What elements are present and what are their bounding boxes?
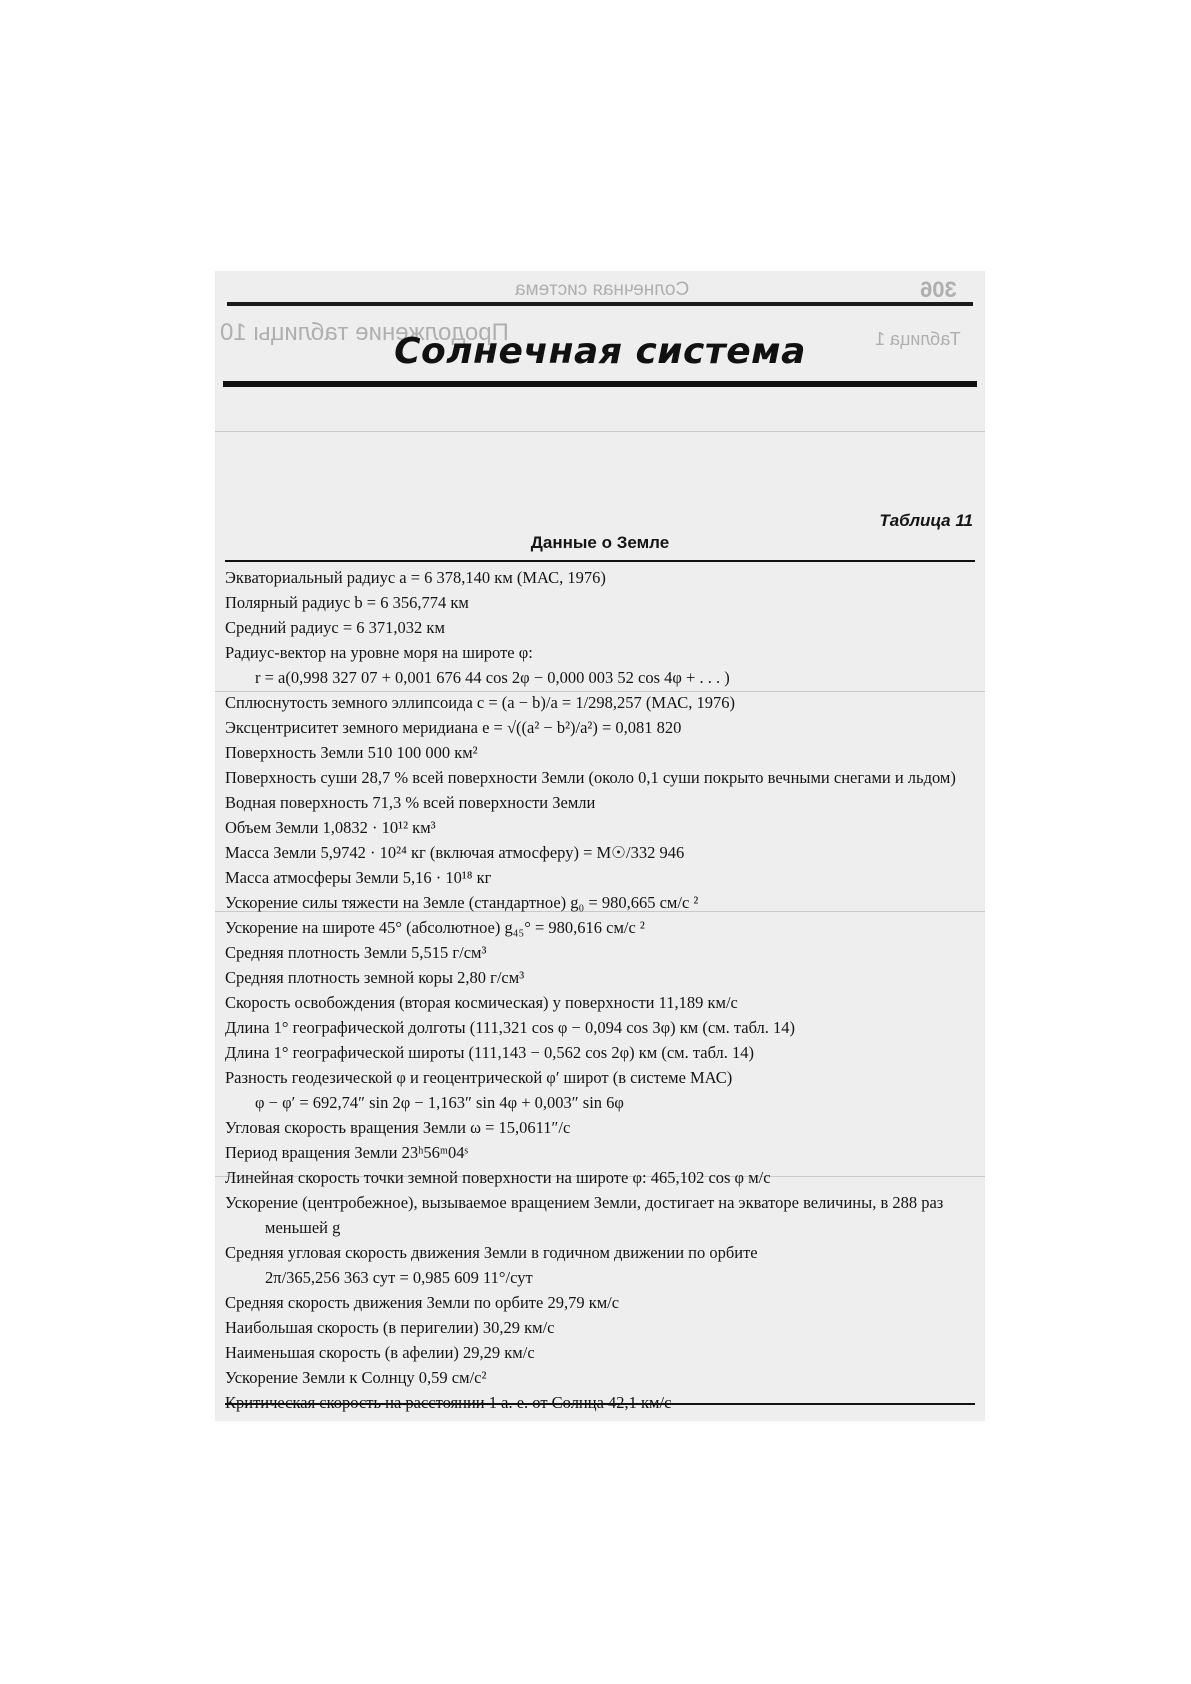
- table-row: Скорость освобождения (вторая космическая) у поверхности 11,189 км/с: [225, 993, 738, 1012]
- table-row: Поверхность суши 28,7 % всей поверхности Земли (около 0,1 суши покрыто вечными снегами и льдом): [225, 768, 956, 787]
- table-row-formula: φ − φ′ = 692,74″ sin 2φ − 1,163″ sin 4φ + 0,003″ sin 6φ: [255, 1093, 624, 1112]
- section-rule: [223, 381, 977, 387]
- table-row: Водная поверхность 71,3 % всей поверхности Земли: [225, 793, 596, 812]
- earth-data-list: [225, 565, 965, 1415]
- header-rule: [227, 302, 973, 306]
- table-row: Полярный радиус b = 6 356,774 км: [225, 593, 469, 612]
- table-row: Радиус-вектор на уровне моря на широте φ:: [225, 643, 533, 662]
- table-row: Разность геодезической φ и геоцентрической φ′ широт (в системе МАС): [225, 1068, 733, 1087]
- table-row: Угловая скорость вращения Земли ω = 15,0611″/с: [225, 1118, 571, 1137]
- table-row: Средняя плотность земной коры 2,80 г/см³: [225, 968, 525, 987]
- table-row: Ускорение Земли к Солнцу 0,59 см/с²: [225, 1368, 487, 1387]
- bleed-through-page-number: 306: [920, 277, 957, 302]
- table-top-rule: [225, 560, 975, 562]
- table-bottom-rule: [225, 1403, 975, 1405]
- table-row: Ускорение на широте 45° (абсолютное) g₄₅° = 980,616 см/с ²: [225, 918, 645, 937]
- bleed-through-line: [215, 431, 985, 432]
- book-page: [215, 271, 985, 1421]
- table-row: Период вращения Земли 23ʰ56ᵐ04ˢ: [225, 1143, 468, 1162]
- table-row-formula: 2π/365,256 363 сут = 0,985 609 11°/сут: [265, 1268, 533, 1287]
- table-row: Объем Земли 1,0832 · 10¹² км³: [225, 818, 436, 837]
- table-row: Ускорение силы тяжести на Земле (стандартное) g₀ = 980,665 см/с ²: [225, 893, 699, 912]
- bleed-through-continuation: Продолжение таблицы 10: [220, 319, 509, 346]
- section-title: Солнечная система: [394, 331, 806, 372]
- table-row: Длина 1° географической широты (111,143 − 0,562 cos 2φ) км (см. табл. 14): [225, 1043, 755, 1062]
- table-row: Масса атмосферы Земли 5,16 · 10¹⁸ кг: [225, 868, 492, 887]
- table-row: Средний радиус = 6 371,032 км: [225, 618, 445, 637]
- table-title: Данные о Земле: [530, 533, 670, 552]
- bleed-through-table-label: Таблица 1: [875, 329, 961, 349]
- table-number: Таблица 11: [879, 511, 973, 530]
- table-row: Линейная скорость точки земной поверхности на широте φ: 465,102 cos φ м/с: [225, 1168, 771, 1187]
- table-row: Экваториальный радиус a = 6 378,140 км (МАС, 1976): [225, 568, 606, 587]
- table-row: Средняя угловая скорость движения Земли в годичном движении по орбите: [225, 1243, 758, 1262]
- table-row: Ускорение (центробежное), вызываемое вращением Земли, достигает на экваторе величины, в 288 раз меньшей g: [225, 1193, 944, 1237]
- table-row: Эксцентриситет земного меридиана e = √((a² − b²)/a²) = 0,081 820: [225, 718, 682, 737]
- bleed-through-header: Солнечная система: [515, 279, 690, 300]
- table-row: Наименьшая скорость (в афелии) 29,29 км/с: [225, 1343, 535, 1362]
- table-row: Наибольшая скорость (в перигелии) 30,29 км/с: [225, 1318, 555, 1337]
- table-row: Поверхность Земли 510 100 000 км²: [225, 743, 478, 762]
- table-row-formula: r = a(0,998 327 07 + 0,001 676 44 cos 2φ − 0,000 003 52 cos 4φ + . . . ): [255, 668, 730, 687]
- table-row: Средняя скорость движения Земли по орбите 29,79 км/с: [225, 1293, 620, 1312]
- table-row: Сплюснутость земного эллипсоида c = (a − b)/a = 1/298,257 (МАС, 1976): [225, 693, 735, 712]
- table-row: Средняя плотность Земли 5,515 г/см³: [225, 943, 487, 962]
- table-row: Масса Земли 5,9742 · 10²⁴ кг (включая атмосферу) = M☉/332 946: [225, 843, 685, 862]
- table-row: Длина 1° географической долготы (111,321 cos φ − 0,094 cos 3φ) км (см. табл. 14): [225, 1018, 796, 1037]
